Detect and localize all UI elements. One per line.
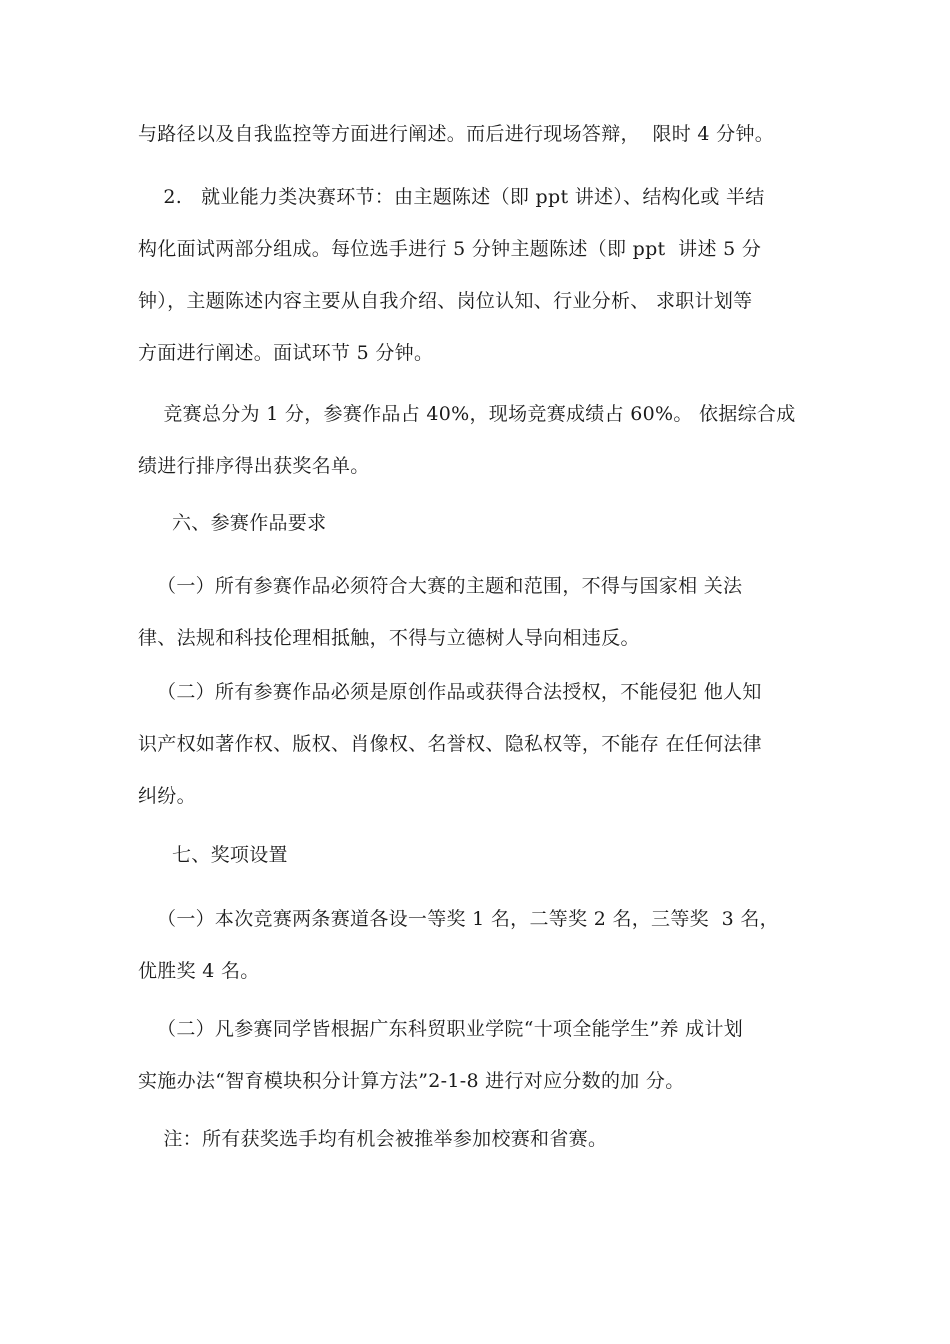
- section-heading-awards: 七、奖项设置: [172, 844, 288, 866]
- text-line: 实施办法“智育模块积分计算方法”2-1-8 进行对应分数的加 分。: [138, 1070, 685, 1092]
- text-line: 律、法规和科技伦理相抵触，不得与立德树人导向相违反。: [138, 627, 640, 649]
- paragraph-scoring: [138, 388, 814, 492]
- text-line: 钟），主题陈述内容主要从自我介绍、岗位认知、行业分析、 求职计划等: [138, 290, 753, 312]
- text-line: 2. 就业能力类决赛环节：由主题陈述（即 ppt 讲述）、结构化或 半结: [138, 186, 765, 208]
- text-line: 优胜奖 4 名。: [138, 960, 260, 982]
- text-line: （二）凡参赛同学皆根据广东科贸职业学院“十项全能学生”养 成计划: [138, 1018, 744, 1040]
- text-line: 绩进行排序得出获奖名单。: [138, 455, 370, 477]
- text-line: （一）本次竞赛两条赛道各设一等奖 1 名，二等奖 2 名，三等奖 3 名，: [138, 908, 779, 930]
- text-line: 注：所有获奖选手均有机会被推举参加校赛和省赛。: [138, 1128, 608, 1150]
- paragraph-requirement-2: [138, 666, 814, 822]
- section-heading-entry-requirements: 六、参赛作品要求: [172, 512, 327, 534]
- paragraph-award-2: [138, 1003, 814, 1107]
- text-line: 竞赛总分为 1 分，参赛作品占 40%，现场竞赛成绩占 60%。 依据综合成: [138, 403, 796, 425]
- text-line: （一）所有参赛作品必须符合大赛的主题和范围，不得与国家相 关法: [138, 575, 743, 597]
- text-line: （二）所有参赛作品必须是原创作品或获得合法授权，不能侵犯 他人知: [138, 681, 762, 703]
- text-line: 与路径以及自我监控等方面进行阐述。而后进行现场答辩， 限时 4 分钟。: [138, 123, 775, 145]
- text-line: 纠纷。: [138, 785, 196, 807]
- paragraph-employability-final: [138, 171, 814, 379]
- paragraph-requirement-1: [138, 560, 814, 664]
- text-line: 构化面试两部分组成。每位选手进行 5 分钟主题陈述（即 ppt 讲述 5 分: [138, 238, 762, 260]
- paragraph-note: [138, 1113, 814, 1165]
- paragraph-path-and-defense: [138, 108, 814, 160]
- paragraph-award-1: [138, 893, 814, 997]
- text-line: 方面进行阐述。面试环节 5 分钟。: [138, 342, 434, 364]
- text-line: 识产权如著作权、版权、肖像权、名誉权、隐私权等，不能存 在任何法律: [138, 733, 762, 755]
